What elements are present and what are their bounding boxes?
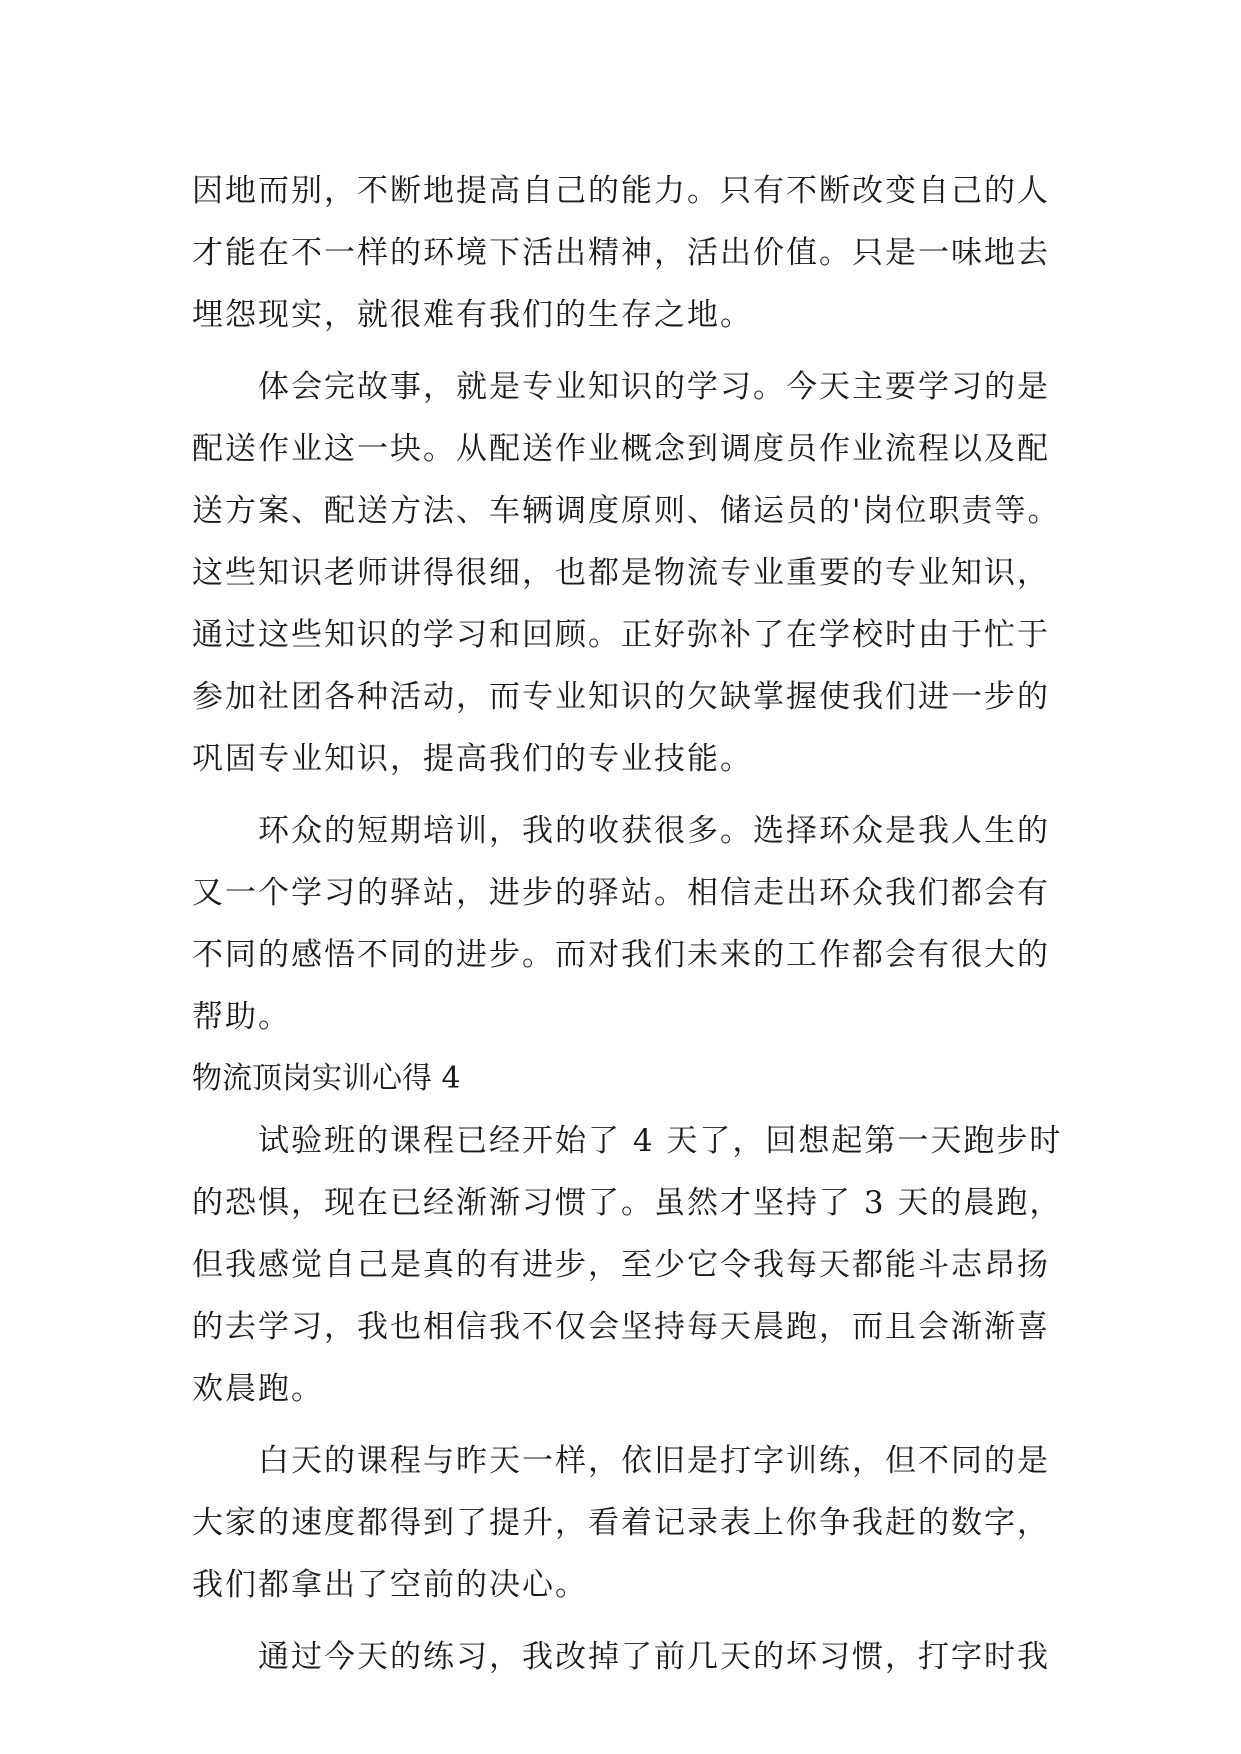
- paragraph-3: [192, 800, 1064, 1048]
- text-line: 大家的速度都得到了提升，看着记录表上你争我赶的数字，: [192, 1505, 1050, 1541]
- text-line: 通过今天的练习，我改掉了前几天的坏习惯，打字时我: [258, 1639, 1050, 1675]
- text-line: 这些知识老师讲得很细，也都是物流专业重要的专业知识，: [192, 555, 1050, 591]
- text-line: 环众的短期培训，我的收获很多。选择环众是我人生的: [258, 813, 1050, 849]
- text-line: 通过这些知识的学习和回顾。正好弥补了在学校时由于忙于: [192, 617, 1050, 653]
- text-line: 我们都拿出了空前的决心。: [192, 1567, 588, 1603]
- document-body: [192, 160, 1064, 1688]
- paragraph-4: [192, 1110, 1064, 1420]
- text-line: 送方案、配送方法、车辆调度原则、储运员的'岗位职责等。: [192, 493, 1061, 529]
- text-line: 帮助。: [192, 999, 291, 1035]
- paragraph-1: [192, 160, 1064, 346]
- text-line: 参加社团各种活动，而专业知识的欠缺掌握使我们进一步的: [192, 679, 1050, 715]
- text-line: 的恐惧，现在已经渐渐习惯了。虽然才坚持了 3 天的晨跑，: [192, 1185, 1063, 1221]
- text-line: 因地而别，不断地提高自己的能力。只有不断改变自己的人: [192, 173, 1050, 209]
- text-line: 才能在不一样的环境下活出精神，活出价值。只是一味地去: [192, 235, 1050, 271]
- text-line: 又一个学习的驿站，进步的驿站。相信走出环众我们都会有: [192, 875, 1050, 911]
- text-line: 不同的感悟不同的进步。而对我们未来的工作都会有很大的: [192, 937, 1050, 973]
- text-line: 试验班的课程已经开始了 4 天了，回想起第一天跑步时: [258, 1123, 1063, 1159]
- text-line: 体会完故事，就是专业知识的学习。今天主要学习的是: [258, 369, 1050, 405]
- text-line: 巩固专业知识，提高我们的专业技能。: [192, 741, 753, 777]
- paragraph-6: [192, 1626, 1064, 1688]
- text-line: 欢晨跑。: [192, 1371, 324, 1407]
- text-line: 但我感觉自己是真的有进步，至少它令我每天都能斗志昂扬: [192, 1247, 1050, 1283]
- section-title: 物流顶岗实训心得 4: [192, 1061, 461, 1096]
- text-line: 埋怨现实，就很难有我们的生存之地。: [192, 297, 753, 333]
- text-line: 配送作业这一块。从配送作业概念到调度员作业流程以及配: [192, 431, 1050, 467]
- paragraph-2: [192, 356, 1064, 790]
- text-line: 的去学习，我也相信我不仅会坚持每天晨跑，而且会渐渐喜: [192, 1309, 1050, 1345]
- text-line: 白天的课程与昨天一样，依旧是打字训练，但不同的是: [258, 1443, 1050, 1479]
- paragraph-5: [192, 1430, 1064, 1616]
